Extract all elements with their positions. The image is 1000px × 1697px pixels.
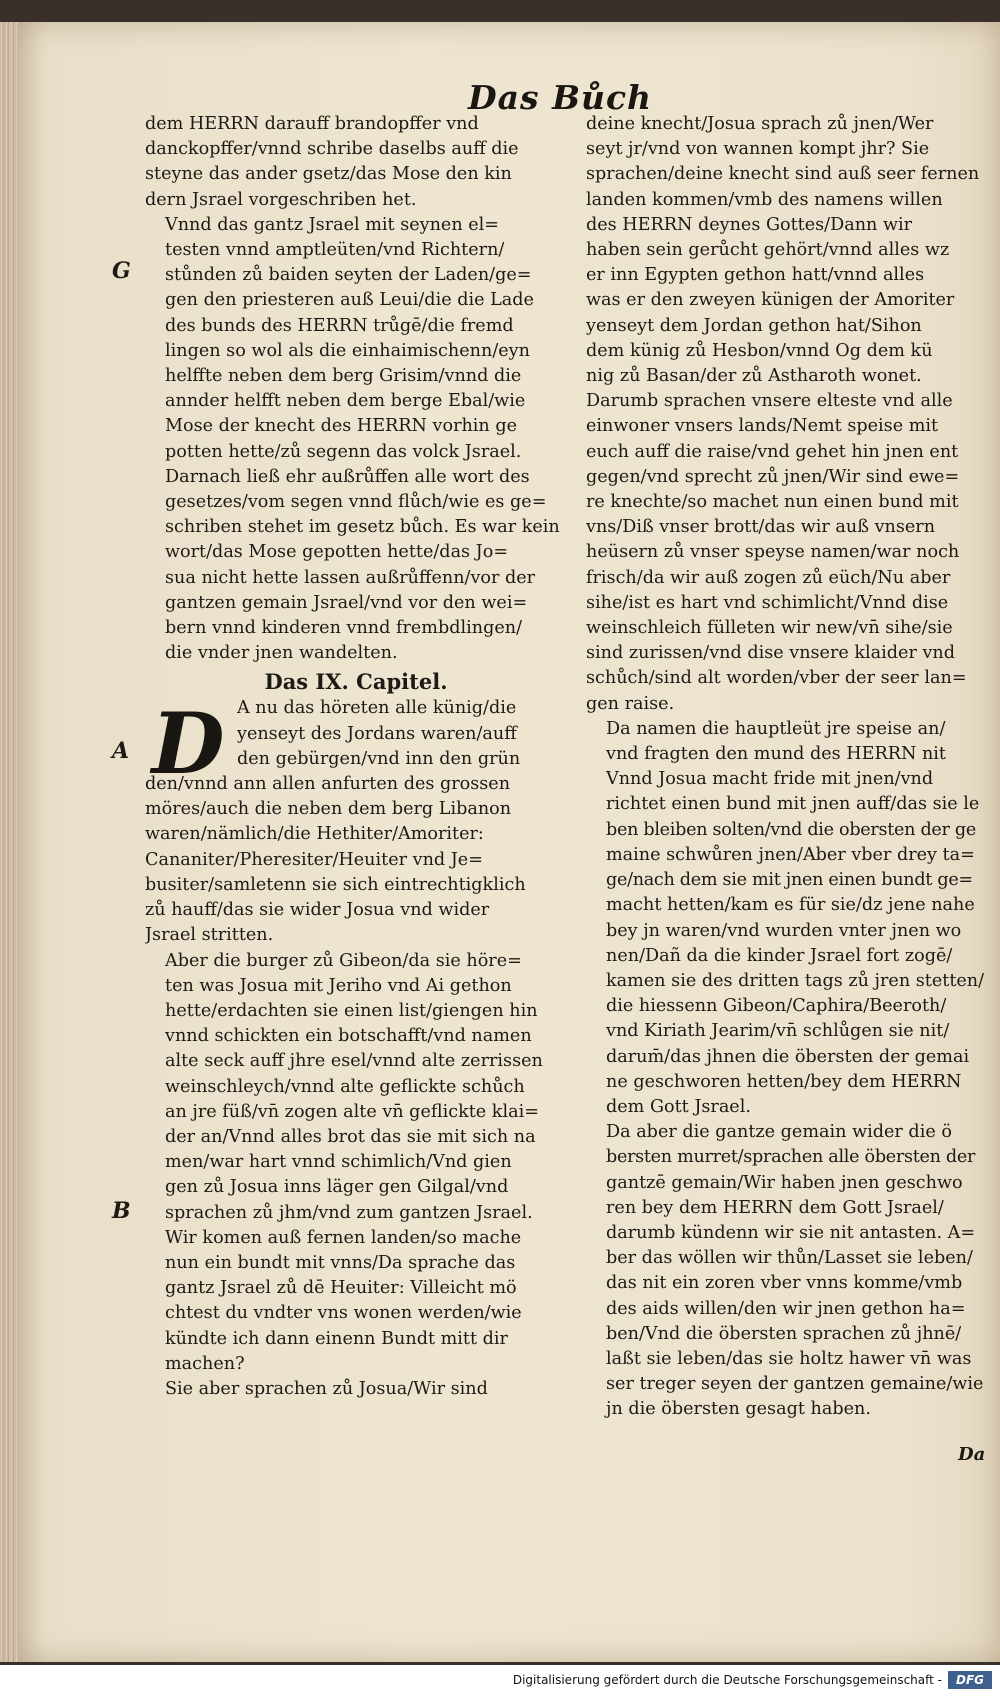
text-line: richtet einen bund mit jnen auff/das sie le	[606, 794, 980, 815]
page-edge	[0, 22, 20, 1662]
text-line: Sie aber sprachen zů Josua/Wir sind	[165, 1378, 488, 1399]
text-line: alte seck auff jhre esel/vnnd alte zerrissen	[165, 1051, 543, 1072]
footer-credit: Digitalisierung gefördert durch die Deutsche Forschungsgemeinschaft -	[512, 1673, 942, 1687]
right-column	[586, 112, 984, 1423]
text-line: gen zů Josua inns läger gen Gilgal/vnd	[165, 1177, 509, 1198]
text-line: das nit ein zoren vber vnns komme/vmb	[606, 1273, 963, 1294]
text-line: Vnnd das gantz Jsrael mit seynen el=	[165, 214, 500, 235]
text-line: bersten murret/sprachen alle öbersten der	[606, 1147, 976, 1168]
text-line: schriben stehet im gesetz bůch. Es war kein	[165, 517, 560, 538]
text-line: vns/Diß vnser brott/das wir auß vnsern	[586, 517, 936, 538]
text-line: annder helfft neben dem berge Ebal/wie	[165, 391, 526, 412]
text-line: gantz Jsrael zů dē Heuiter: Villeicht mö	[165, 1278, 517, 1299]
text-line: Jsrael stritten.	[145, 925, 274, 946]
text-line: gesetzes/vom segen vnnd flůch/wie es ge=	[165, 492, 547, 513]
text-line: dem Gott Jsrael.	[606, 1096, 751, 1117]
text-line: landen kommen/vmb des namens willen	[586, 189, 943, 210]
text-line: was er den zweyen künigen der Amoriter	[586, 290, 955, 311]
text-line: des aids willen/den wir jnen gethon ha=	[606, 1298, 966, 1319]
text-line: möres/auch die neben dem berg Libanon	[145, 799, 512, 820]
text-line: gantzē gemain/Wir haben jnen geschwo	[606, 1172, 963, 1193]
text-line: gegen/vnd sprecht zů jnen/Wir sind ewe=	[586, 466, 960, 487]
text-line: zů hauff/das sie wider Josua vnd wider	[145, 900, 490, 921]
paragraph	[145, 1377, 567, 1402]
text-line: yenseyt des Jordans waren/auff	[237, 723, 517, 744]
text-line: sihe/ist es hart vnd schimlicht/Vnnd dise	[586, 592, 949, 613]
margin-letter-b: B	[112, 1198, 131, 1224]
text-line: waren/nämlich/die Hethiter/Amoriter:	[145, 824, 484, 845]
margin-letter-g: G	[112, 258, 131, 284]
text-line: dern Jsrael vorgeschriben het.	[145, 189, 417, 210]
text-line: machen?	[165, 1353, 245, 1374]
paragraph	[145, 949, 567, 1377]
running-head: Das Bůch	[468, 78, 653, 117]
text-line: Mose der knecht des HERRN vorhin ge	[165, 416, 518, 437]
drop-capital: D	[151, 694, 225, 794]
text-line: stůnden zů baiden seyten der Laden/ge=	[165, 265, 532, 286]
text-line: lingen so wol als die einhaimischenn/eyn	[165, 340, 530, 361]
text-line: darumb kündenn wir sie nit antasten. A=	[606, 1222, 976, 1243]
text-line: des bunds des HERRN trůgē/die fremd	[165, 315, 514, 336]
text-line: dem HERRN darauff brandopffer vnd	[145, 114, 479, 134]
text-line: Darumb sprachen vnsere elteste vnd alle	[586, 391, 953, 412]
text-line: nun ein bundt mit vnns/Da sprache das	[165, 1252, 516, 1273]
text-line: gen raise.	[586, 693, 675, 714]
text-line: sprachen zů jhm/vnd zum gantzen Jsrael.	[165, 1202, 533, 1223]
text-line: chtest du vndter vns wonen werden/wie	[165, 1303, 522, 1324]
text-line: den/vnnd ann allen anfurten des grossen	[145, 774, 511, 795]
paragraph	[145, 213, 567, 667]
text-line: laßt sie leben/das sie holtz hawer vn̄ was	[606, 1348, 972, 1369]
left-column	[145, 112, 567, 1402]
text-line: danckopffer/vnnd schribe daselbs auff die	[145, 139, 519, 160]
text-line: nen/Dañ da die kinder Jsrael fort zogē/	[606, 945, 953, 966]
text-line: nig zů Basan/der zů Astharoth wonet.	[586, 366, 922, 387]
text-line: kündte ich dann einenn Bundt mitt dir	[165, 1328, 508, 1349]
text-line: ber das wöllen wir thůn/Lasset sie leben/	[606, 1248, 973, 1269]
text-line: weinschleych/vnnd alte geflickte schůch	[165, 1076, 525, 1097]
text-line: die vnder jnen wandelten.	[165, 643, 398, 664]
footer-bar	[0, 1665, 1000, 1697]
text-line: Cananiter/Pheresiter/Heuiter vnd Je=	[145, 849, 483, 870]
text-line: sprachen/deine knecht sind auß seer fernen	[586, 164, 980, 185]
text-line: re knechte/so machet nun einen bund mit	[586, 492, 959, 513]
text-line: an jre füß/vn̄ zogen alte vn̄ geflickte klai=	[165, 1101, 539, 1122]
text-line: vnd Kiriath Jearim/vn̄ schlůgen sie nit/	[606, 1021, 950, 1042]
text-line: ten was Josua mit Jeriho vnd Ai gethon	[165, 975, 512, 996]
text-line: jn die öbersten gesagt haben.	[606, 1399, 871, 1420]
text-line: Wir komen auß fernen landen/so mache	[165, 1227, 522, 1248]
text-line: gantzen gemain Jsrael/vnd vor den wei=	[165, 592, 528, 613]
text-line: potten hette/zů segenn das volck Jsrael.	[165, 441, 522, 462]
text-line: frisch/da wir auß zogen zů eüch/Nu aber	[586, 567, 951, 588]
text-line: A nu das höreten alle künig/die	[237, 698, 517, 719]
text-line: gen den priesteren auß Leui/die die Lade	[165, 290, 534, 311]
text-line: ben/Vnd die öbersten sprachen zů jhnē/	[606, 1323, 962, 1344]
text-line: Vnnd Josua macht fride mit jnen/vnd	[606, 769, 934, 790]
text-line: helffte neben dem berg Grisim/vnnd die	[165, 366, 522, 387]
catchword: Da	[958, 1444, 986, 1465]
text-line: hette/erdachten sie einen list/giengen hin	[165, 1000, 538, 1021]
paragraph	[586, 1120, 984, 1422]
text-line: haben sein gerůcht gehört/vnnd alles wz	[586, 240, 950, 261]
text-line: darum̄/das jhnen die öbersten der gemai	[606, 1046, 970, 1067]
chapter-heading: Das IX. Capitel.	[264, 669, 448, 695]
text-line: deine knecht/Josua sprach zů jnen/Wer	[586, 114, 934, 134]
paragraph	[586, 717, 984, 1120]
paragraph	[145, 772, 567, 948]
paragraph	[145, 112, 567, 213]
text-line: bey jn waren/vnd wurden vnter jnen wo	[606, 920, 962, 941]
text-line: ge/nach dem sie mit jnen einen bundt ge=	[606, 870, 973, 891]
text-line: seyt jr/vnd von wannen kompt jhr? Sie	[586, 139, 930, 160]
text-line: maine schwůren jnen/Aber vber drey ta=	[606, 844, 975, 865]
text-line: schůch/sind alt worden/vber der seer lan=	[586, 668, 967, 689]
text-line: euch auff die raise/vnd gehet hin jnen ent	[586, 441, 959, 462]
text-line: sua nicht hette lassen außrůffenn/vor der	[165, 567, 536, 588]
text-line: Darnach ließ ehr außrůffen alle wort des	[165, 466, 530, 487]
text-line: den gebürgen/vnd inn den grün	[237, 748, 521, 769]
text-line: Da namen die hauptleüt jre speise an/	[606, 718, 946, 739]
text-line: einwoner vnsers lands/Nemt speise mit	[586, 416, 939, 437]
text-line: Da aber die gantze gemain wider die ö	[606, 1122, 952, 1143]
text-line: bern vnnd kinderen vnnd frembdlingen/	[165, 618, 523, 639]
margin-letter-a: A	[112, 738, 130, 764]
paragraph	[586, 112, 984, 717]
text-line: des HERRN deynes Gottes/Dann wir	[586, 214, 913, 235]
text-line: ser treger seyen der gantzen gemaine/wie	[606, 1374, 984, 1395]
text-line: ben bleiben solten/vnd die obersten der ge	[606, 819, 976, 840]
text-line: ne geschworen hetten/bey dem HERRN	[606, 1071, 962, 1092]
text-line: wort/das Mose gepotten hette/das Jo=	[165, 542, 509, 563]
text-line: yenseyt dem Jordan gethon hat/Sihon	[586, 315, 922, 336]
text-line: macht hetten/kam es für sie/dz jene nahe	[606, 895, 975, 916]
dfg-logo: DFG	[948, 1671, 992, 1689]
text-line: die hiessenn Gibeon/Caphira/Beeroth/	[606, 996, 947, 1017]
text-line: ren bey dem HERRN dem Gott Jsrael/	[606, 1197, 944, 1218]
text-line: men/war hart vnnd schimlich/Vnd gien	[165, 1152, 512, 1173]
text-line: dem künig zů Hesbon/vnnd Og dem kü	[586, 340, 933, 361]
text-line: weinschleich fülleten wir new/vn̄ sihe/sie	[586, 618, 953, 639]
text-line: busiter/samletenn sie sich eintrechtigklich	[145, 874, 526, 895]
text-line: kamen sie des dritten tags zů jren stetten/	[606, 970, 984, 991]
text-line: testen vnnd amptleüten/vnd Richtern/	[165, 240, 505, 261]
text-line: vnd fragten den mund des HERRN nit	[606, 744, 946, 765]
text-line: steyne das ander gsetz/das Mose den kin	[145, 164, 512, 185]
text-line: er inn Egypten gethon hatt/vnnd alles	[586, 265, 925, 286]
text-line: der an/Vnnd alles brot das sie mit sich na	[165, 1126, 536, 1147]
text-line: sind zurissen/vnd dise vnsere klaider vnd	[586, 643, 955, 664]
text-line: vnnd schickten ein botschafft/vnd namen	[165, 1026, 532, 1047]
text-line: Aber die burger zů Gibeon/da sie höre=	[165, 950, 522, 971]
text-line: heüsern zů vnser speyse namen/war noch	[586, 542, 960, 563]
